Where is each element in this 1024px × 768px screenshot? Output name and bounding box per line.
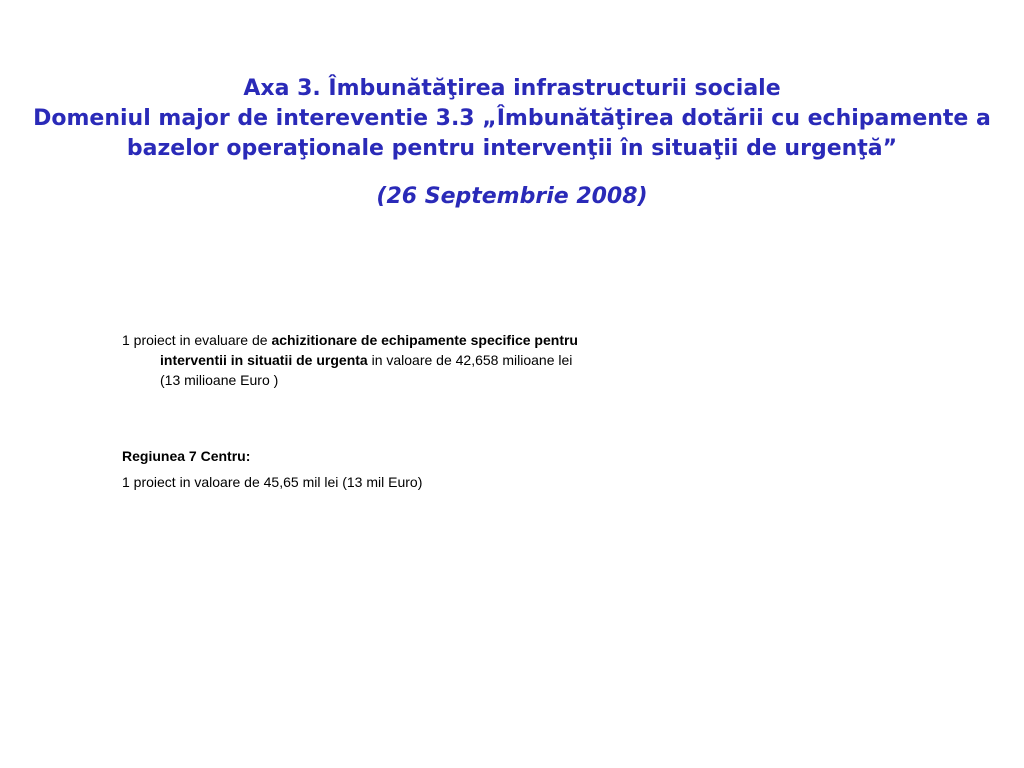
title-domain-continued: bazelor operaţionale pentru intervenţii în situaţii de urgenţă” — [126, 136, 898, 161]
paragraph-prefix: 1 proiect in evaluare de — [122, 332, 272, 348]
paragraph-suffix: in valoare de 42,658 milioane lei (13 milioane Euro ) — [160, 352, 573, 388]
paragraph-bold-text: achizitionare de echipamente specifice pentru interventii in situatii de urgenta — [160, 332, 578, 368]
region-heading: Regiunea 7 Centru: — [122, 448, 251, 464]
title-axis: Axa 3. Îmbunătăţirea infrastructurii sociale — [243, 76, 781, 101]
region-detail: 1 proiect in valoare de 45,65 mil lei (13 mil Euro) — [122, 474, 423, 490]
slide-title — [0, 74, 1024, 212]
project-evaluation-paragraph — [122, 330, 592, 390]
title-date: (26 Septembrie 2008) — [376, 184, 648, 209]
region-section — [122, 446, 592, 492]
title-domain: Domeniul major de intereventie 3.3 „Îmbunătăţirea dotării cu echipamente a — [33, 106, 991, 131]
slide-body — [122, 330, 592, 492]
